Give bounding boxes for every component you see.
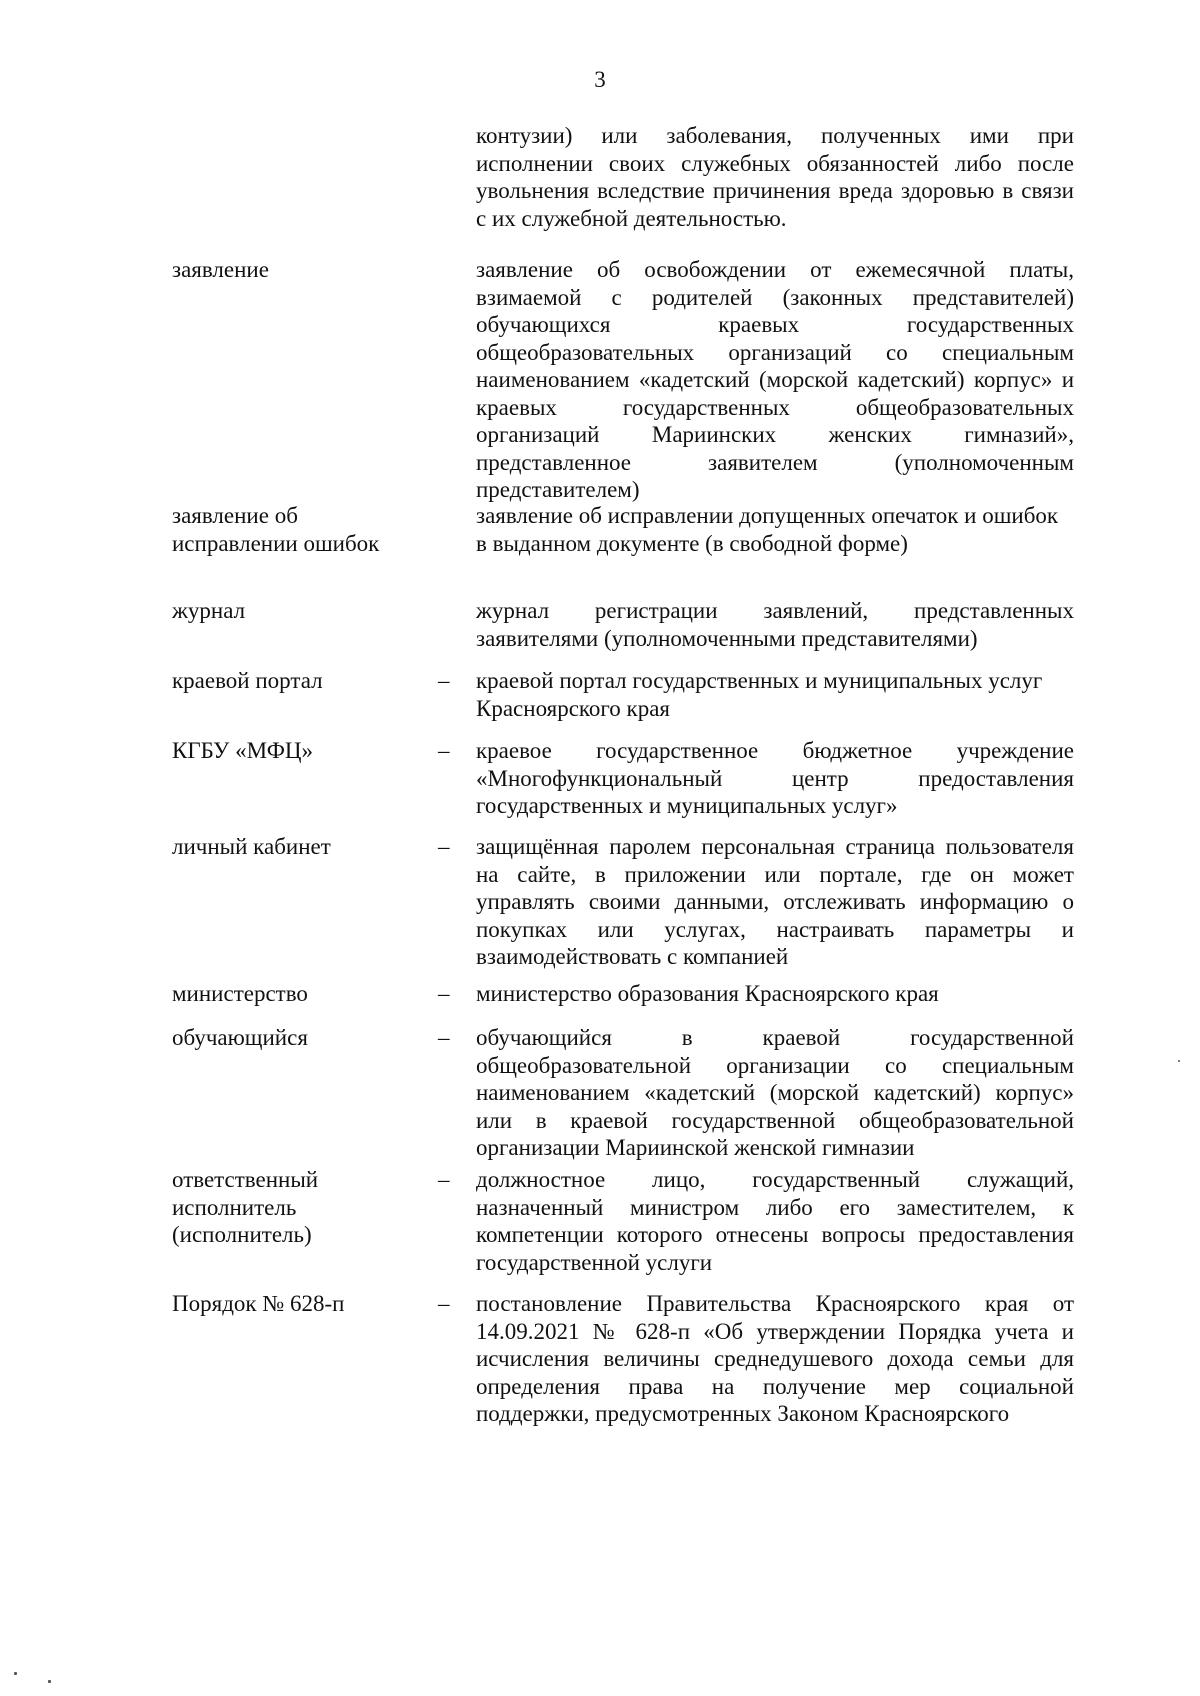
glossary-definition: постановление Правительства Красноярского края от 14.09.2021 № 628-п «Об утверждении Порядка учета и исчисления величины среднедушевого дохода семьи для определения права на получение мер социальной поддержки, предусмотренных Законом Красноярского bbox=[476, 1291, 1074, 1426]
glossary-dash: – bbox=[438, 668, 450, 693]
glossary-dash: – bbox=[438, 834, 450, 859]
glossary-dash: – bbox=[438, 1025, 450, 1050]
glossary-dash: – bbox=[438, 1167, 450, 1192]
intro-paragraph: контузии) или заболевания, полученных ими при исполнении своих служебных обязанностей либо после увольнения вследствие причинения вреда здоровью в связи с их служебной деятельностью. bbox=[476, 123, 1074, 231]
glossary-dash: – bbox=[438, 981, 450, 1006]
glossary-dash: – bbox=[438, 738, 450, 763]
glossary-dash: – bbox=[438, 1291, 450, 1316]
glossary-term: ответственный исполнитель (исполнитель) bbox=[172, 1167, 319, 1247]
glossary-definition: краевой портал государственных и муниципальных услуг Красноярского края bbox=[476, 668, 1043, 721]
glossary-definition: заявление об исправлении допущенных опечаток и ошибок в выданном документе (в свободной форме) bbox=[476, 503, 1059, 556]
glossary-definition: обучающийся в краевой государственной общеобразовательной организации со специальным наименованием «кадетский (морской кадетский) корпус» или в краевой государственной общеобразовательной организации Мариинской женской гимназии bbox=[476, 1025, 1074, 1160]
glossary-term: Порядок № 628-п bbox=[172, 1291, 345, 1316]
glossary-definition: министерство образования Красноярского края bbox=[476, 981, 939, 1006]
glossary-term: КГБУ «МФЦ» bbox=[172, 738, 313, 763]
glossary-definition: заявление об освобождении от ежемесячной платы, взимаемой с родителей (законных представителей) обучающихся краевых государственных общеобразовательных организаций со специальным наименованием «кадетский (морской кадетский) корпус» и краевых государственных общеобразовательных организаций Мариинских женских гимназий», представленное заявителем (уполномоченным представителем) bbox=[476, 257, 1074, 502]
glossary-term: личный кабинет bbox=[172, 834, 331, 859]
glossary-definition: краевое государственное бюджетное учреждение «Многофункциональный центр предоставления государственных и муниципальных услуг» bbox=[476, 738, 1074, 818]
glossary-term: заявление bbox=[172, 257, 269, 282]
scan-artifact bbox=[1178, 1060, 1180, 1062]
glossary-definition: защищённая паролем персональная страница пользователя на сайте, в приложении или портале, где он может управлять своими данными, отслеживать информацию о покупках или услугах, настраивать параметры и взаимодействовать с компанией bbox=[476, 834, 1074, 969]
glossary-term: заявление об исправлении ошибок bbox=[172, 503, 380, 556]
glossary-term: журнал bbox=[172, 598, 246, 623]
glossary-term: краевой портал bbox=[172, 668, 323, 693]
glossary-definition: журнал регистрации заявлений, представленных заявителями (уполномоченными представителями) bbox=[476, 598, 1074, 651]
glossary-term: министерство bbox=[172, 981, 308, 1006]
page-number: 3 bbox=[594, 67, 606, 92]
glossary-term: обучающийся bbox=[172, 1025, 308, 1050]
scan-artifact bbox=[14, 1672, 17, 1675]
scan-artifact bbox=[48, 1680, 51, 1683]
glossary-definition: должностное лицо, государственный служащий, назначенный министром либо его заместителем, к компетенции которого отнесены вопросы предоставления государственной услуги bbox=[476, 1167, 1074, 1275]
